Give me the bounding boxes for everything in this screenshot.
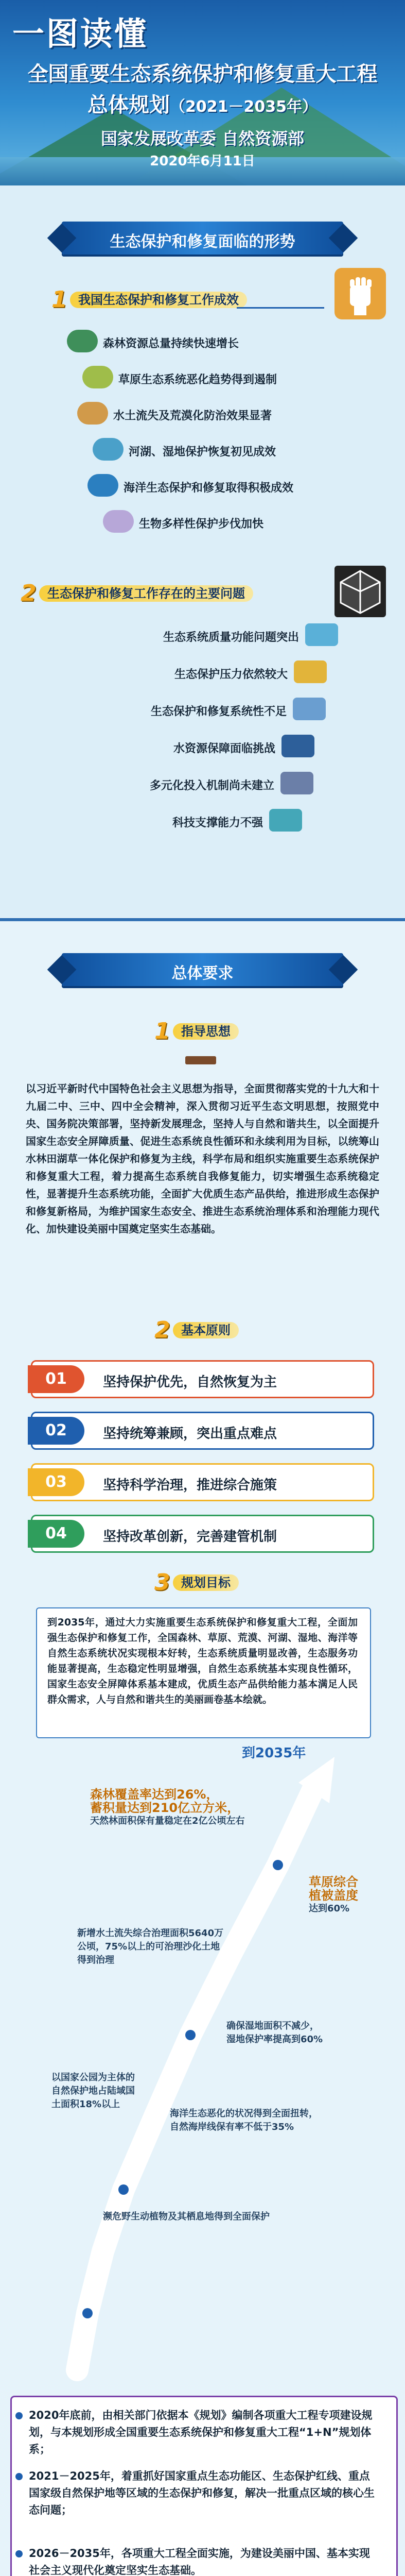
goal-timeline — [0, 1747, 405, 2391]
achievement-item — [103, 510, 360, 534]
soil-goal — [77, 1927, 273, 1967]
banner-title: 总体要求 — [171, 964, 234, 982]
nature-reserve-goal-line: 以国家公园为主体的 — [51, 2072, 135, 2083]
part-header-goals — [154, 1571, 288, 1594]
section-banner-requirements — [62, 953, 343, 986]
part-number: 1 — [51, 286, 67, 313]
principle-text: 坚持统筹兼顾，突出重点难点 — [103, 1426, 277, 1442]
page-title: 全国重要生态系统保护和修复重大工程 — [27, 62, 378, 86]
part-number: 2 — [21, 580, 37, 606]
nature-reserve-goal-line: 土面积18%以上 — [51, 2099, 120, 2110]
nature-reserve-goal-line: 自然保护地占陆域国 — [51, 2086, 135, 2096]
part-header-achievements — [51, 286, 329, 313]
problem-icon — [293, 698, 326, 720]
achievement-item — [77, 402, 334, 426]
issue-date: 2020年6月11日 — [150, 154, 255, 169]
principle-item — [31, 1412, 374, 1450]
problem-icon — [280, 772, 313, 794]
achievement-text: 海洋生态保护和修复取得积极成效 — [124, 482, 294, 495]
grass-goal-line: 达到60% — [309, 1903, 350, 1914]
achievement-item — [87, 474, 345, 498]
goal-summary-text: 到2035年，通过大力实施重要生态系统保护和修复重大工程，全面加强生态保护和修复工作，全国森林、草原、荒漠、河湖、湿地、海洋等自然生态系统状况实现根本好转，生态系统质量明显改善，生态服务功能显著提高，生态稳定性明显增强，自然生态系统基本实现良性循环，国家生态安全屏障体系基本建成，优质生态产品供给能力基本满足人民群众需求，人与自然和谐共生的美丽画卷基本绘就。 — [47, 1617, 358, 1705]
ocean-goal-line: 自然海岸线保有率不低于35% — [170, 2122, 294, 2132]
ocean-goal-line: 海洋生态恶化的状况得到全面扭转， — [170, 2108, 318, 2119]
achievement-text: 水土流失及荒漠化防治效果显著 — [113, 410, 272, 422]
soil-goal-line: 公顷，75%以上的可治理沙化土地 — [77, 1941, 220, 1952]
achievement-item — [67, 330, 324, 353]
principle-text: 坚持科学治理，推进综合施策 — [103, 1478, 277, 1493]
page-subtitle — [0, 89, 405, 118]
grass-goal-line: 植被盖度 — [309, 1888, 358, 1903]
problem-item — [66, 772, 313, 795]
achievement-text: 河湖、湿地保护恢复初见成效 — [129, 446, 276, 459]
problem-text: 科技支撑能力不强 — [172, 817, 263, 829]
grass-goal-line: 草原综合 — [309, 1875, 358, 1889]
problem-text: 生态保护和修复系统性不足 — [150, 705, 287, 718]
forest-goal-line: 蓄积量达到210亿立方米， — [90, 1801, 240, 1815]
grass-goal — [309, 1875, 396, 1916]
subtitle-years: （2021－2035年） — [170, 98, 318, 116]
hero-banner — [0, 0, 405, 185]
principle-item — [31, 1463, 374, 1501]
problem-text: 生态保护压力依然较大 — [174, 668, 288, 681]
raised-fist-icon — [334, 268, 386, 319]
forest-goal-line: 森林覆盖率达到26%， — [90, 1787, 219, 1802]
forest-goal-line: 天然林面积保有量稳定在2亿公顷左右 — [90, 1816, 245, 1826]
part-label: 生态保护和修复工作存在的主要问题 — [39, 585, 253, 602]
scenery-icon — [82, 366, 113, 388]
achievement-item — [82, 366, 340, 389]
wetland-goal — [226, 2020, 391, 2046]
guiding-text: 以习近平新时代中国特色社会主义思想为指导，全面贯彻落实党的十九大和十九届二中、三中、四中全会精神，深入贯彻习近平生态文明思想，按照党中央、国务院决策部署，坚持新发展理念，坚持人与自然和谐共生，以全面提升国家生态安全屏障质量、促进生态系统良性循环和永续利用为目标，以统筹山水林田湖草一体化保护和修复为主线，科学布局和组织实施重要生态系统保护和修复重大工程，着力提高生态系统自我修复能力，切实增强生态系统稳定性，显著提升生态系统功能，全面扩大优质生态产品供给，推进形成生态保护和修复新格局，为维护国家生态安全、推进生态系统治理体系和治理能力现代化、加快建设美丽中国奠定坚实生态基础。 — [26, 1082, 379, 1235]
problem-item — [91, 623, 338, 647]
principle-number: 04 — [28, 1520, 84, 1548]
achievement-text: 生物多样性保护步伐加快 — [139, 518, 264, 531]
underline — [237, 307, 324, 309]
nature-reserve-goal — [51, 2071, 165, 2111]
achievement-item — [93, 438, 350, 462]
achievement-text: 森林资源总量持续快速增长 — [103, 337, 239, 350]
phase-bullet: 2021－2025年，着重抓好国家重点生态功能区、生态保护红线、重点国家级自然保护地等区域的生态保护和修复，解决一批重点区域的核心生态问题； — [29, 2468, 379, 2519]
wetland-goal-line: 湿地保护率提高到60% — [226, 2034, 323, 2045]
part-label: 规划目标 — [173, 1574, 239, 1591]
principle-number: 01 — [28, 1365, 84, 1393]
issuing-org: 国家发展改革委 自然资源部 — [100, 129, 305, 148]
problem-icon — [294, 660, 327, 683]
part-number: 1 — [154, 1018, 170, 1044]
headline: 一图读懂 — [12, 15, 149, 53]
part-number: 3 — [154, 1569, 170, 1596]
principle-number: 02 — [28, 1417, 84, 1445]
problem-icon — [269, 809, 302, 832]
principle-item — [31, 1515, 374, 1553]
problem-text: 生态系统质量功能问题突出 — [163, 631, 299, 644]
problem-icon — [281, 735, 314, 757]
scenery-icon — [103, 510, 134, 533]
part-header-guiding — [154, 1020, 288, 1043]
book-stack-icon — [185, 1056, 216, 1064]
scenery-icon — [93, 438, 124, 461]
scenery-icon — [87, 474, 118, 497]
soil-goal-line: 新增水土流失综合治理面积5640万 — [77, 1928, 224, 1939]
part-label: 我国生态保护和修复工作成效 — [70, 292, 247, 308]
scenery-icon — [67, 330, 98, 352]
soil-goal-line: 得到治理 — [77, 1955, 114, 1965]
phase-bullet: 2026－2035年，各项重大工程全面实施，为建设美丽中国、基本实现社会主义现代化奠定坚实生态基础。 — [29, 2545, 379, 2576]
problem-item — [80, 660, 327, 684]
problem-item — [79, 698, 326, 721]
problem-text: 多元化投入机制尚未建立 — [149, 779, 274, 792]
wetland-goal-line: 确保湿地面积不减少， — [226, 2021, 319, 2031]
problem-text: 水资源保障面临挑战 — [173, 742, 275, 755]
achievement-text: 草原生态系统恶化趋势得到遏制 — [118, 374, 277, 386]
principle-number: 03 — [28, 1468, 84, 1496]
maze-cube-icon — [334, 566, 386, 617]
biodiversity-goal: 濒危野生动植物及其栖息地得到全面保护 — [103, 2211, 270, 2222]
subtitle-text: 总体规划 — [87, 93, 170, 117]
phase-bullet: 2020年底前，由相关部门依据本《规划》编制各项重大工程专项建设规划，与本规划形成全国重要生态系统保护和修复重大工程“1+N”规划体系； — [29, 2407, 379, 2458]
principle-item — [31, 1360, 374, 1398]
part-label: 指导思想 — [173, 1023, 239, 1040]
section-banner-situation — [62, 222, 343, 255]
principle-text: 坚持保护优先，自然恢复为主 — [103, 1375, 277, 1390]
ocean-goal — [170, 2107, 386, 2134]
timeline-label: 到2035年 — [242, 1745, 306, 1761]
problem-item — [55, 809, 302, 833]
forest-goal — [90, 1788, 296, 1828]
part-number: 2 — [154, 1317, 170, 1343]
banner-title: 生态保护和修复面临的形势 — [110, 233, 295, 251]
principle-text: 坚持改革创新，完善建管机制 — [103, 1529, 277, 1545]
part-header-problems — [21, 582, 340, 605]
part-header-principles — [154, 1319, 288, 1342]
scenery-icon — [77, 402, 108, 425]
problem-item — [67, 735, 314, 758]
part-label: 基本原则 — [173, 1322, 239, 1338]
problem-icon — [305, 623, 338, 646]
